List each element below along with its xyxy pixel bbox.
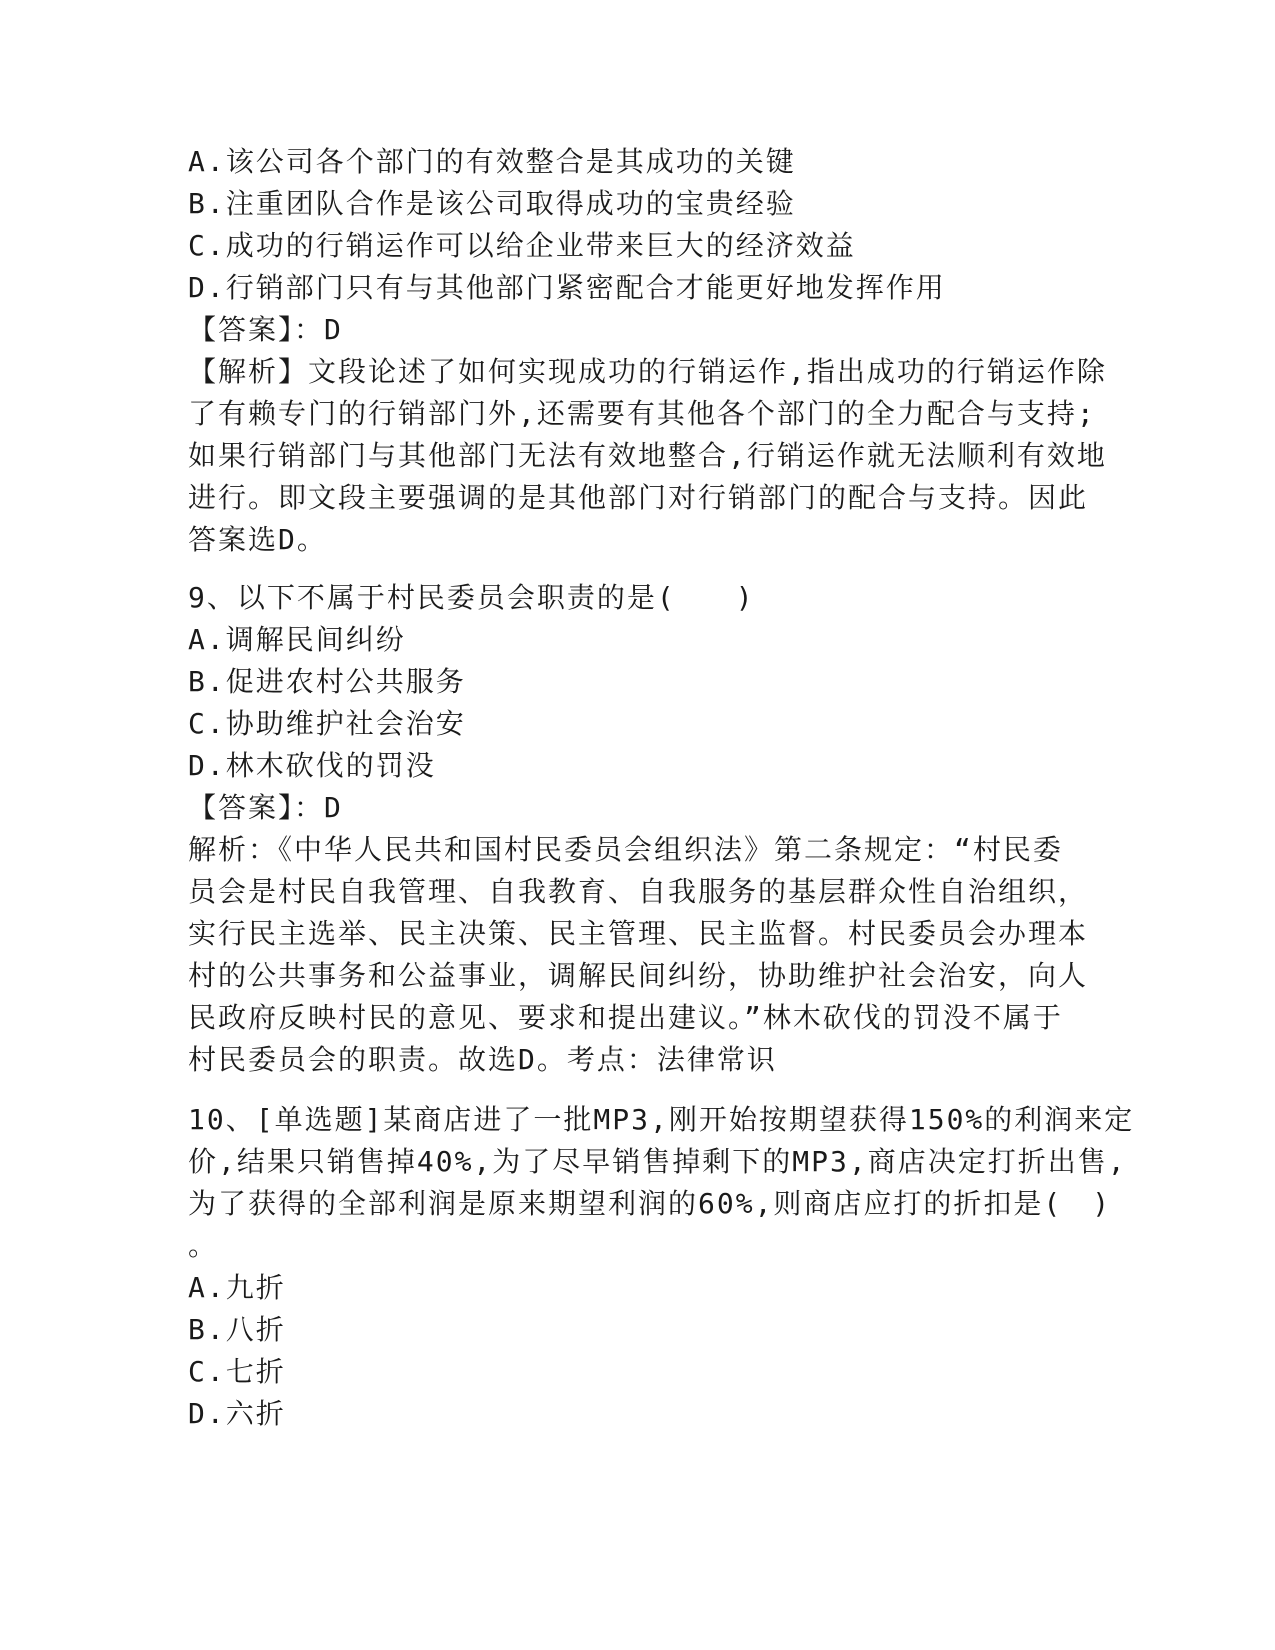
q9-option-d: D.林木砍伐的罚没 [188, 749, 436, 782]
q9-title: 9、以下不属于村民委员会职责的是( ) [188, 581, 755, 614]
q9-answer: 【答案】：D [188, 791, 343, 824]
q8-option-d: D.行销部门只有与其他部门紧密配合才能更好地发挥作用 [188, 271, 946, 304]
q10-title-line: 为了获得的全部利润是原来期望利润的60%,则商店应打的折扣是( ) [188, 1187, 1112, 1220]
q9-analysis-line: 实行民主选举、民主决策、民主管理、民主监督。村民委员会办理本 [188, 917, 1089, 950]
q8-analysis-line: 了有赖专门的行销部门外,还需要有其他各个部门的全力配合与支持; [188, 397, 1096, 430]
q8-option-c: C.成功的行销运作可以给企业带来巨大的经济效益 [188, 229, 856, 262]
q10-title-line: 价,结果只销售掉40%,为了尽早销售掉剩下的MP3,商店决定打折出售, [188, 1145, 1127, 1178]
q9-analysis-line: 员会是村民自我管理、自我教育、自我服务的基层群众性自治组织， [188, 875, 1089, 908]
q9-option-b: B.促进农村公共服务 [188, 665, 466, 698]
q9-option-c: C.协助维护社会治安 [188, 707, 466, 740]
q8-answer: 【答案】：D [188, 313, 343, 346]
q8-analysis-line: 如果行销部门与其他部门无法有效地整合,行销运作就无法顺利有效地 [188, 439, 1107, 472]
q8-option-b: B.注重团队合作是该公司取得成功的宝贵经验 [188, 187, 796, 220]
q10-option-b: B.八折 [188, 1313, 286, 1346]
q10-option-c: C.七折 [188, 1355, 286, 1388]
q9-option-a: A.调解民间纠纷 [188, 623, 406, 656]
q8-analysis-line: 答案选D。 [188, 523, 327, 556]
q10-option-d: D.六折 [188, 1397, 286, 1430]
q8-analysis-line: 进行。即文段主要强调的是其他部门对行销部门的配合与支持。因此 [188, 481, 1089, 514]
q9-analysis-line: 民政府反映村民的意见、要求和提出建议。”林木砍伐的罚没不属于 [188, 1001, 1063, 1034]
q9-analysis-line: 村民委员会的职责。故选D。考点：法律常识 [188, 1043, 777, 1076]
q10-option-a: A.九折 [188, 1271, 286, 1304]
q9-analysis-line: 村的公共事务和公益事业，调解民间纠纷，协助维护社会治安，向人 [188, 959, 1089, 992]
q8-analysis-line: 【解析】文段论述了如何实现成功的行销运作,指出成功的行销运作除 [188, 355, 1107, 388]
q10-title-line: 10、[单选题]某商店进了一批MP3,刚开始按期望获得150%的利润来定 [188, 1103, 1135, 1136]
q10-title-line: 。 [188, 1229, 219, 1262]
q8-option-a: A.该公司各个部门的有效整合是其成功的关键 [188, 145, 796, 178]
q9-analysis-line: 解析：《中华人民共和国村民委员会组织法》第二条规定：“村民委 [188, 833, 1063, 866]
